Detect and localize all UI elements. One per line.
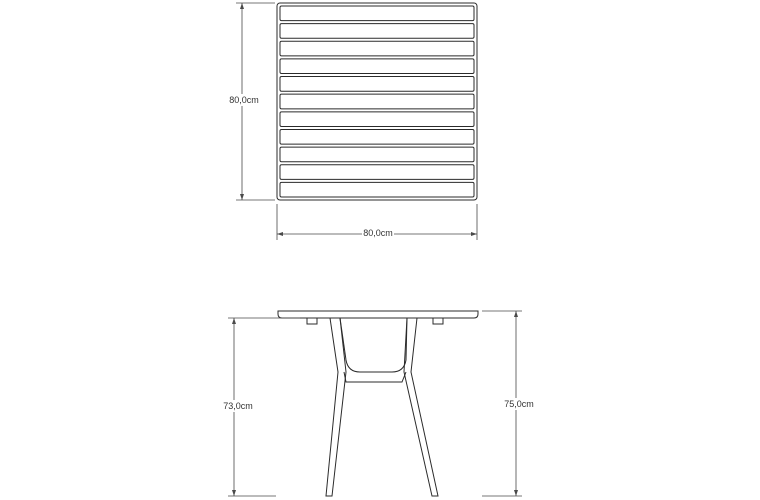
depth-label: 80,0cm (229, 95, 259, 105)
depth-dimension (228, 3, 275, 200)
left-leg (326, 318, 346, 496)
plank (280, 77, 474, 92)
plank (280, 182, 474, 197)
right-leg (404, 318, 438, 496)
plank (280, 59, 474, 74)
top-view (228, 3, 477, 240)
width-dimension (277, 204, 477, 240)
side-view (222, 311, 536, 496)
plank (280, 112, 474, 127)
plank (280, 6, 474, 21)
plank (280, 147, 474, 162)
inner-height-dimension (222, 318, 300, 496)
plank (280, 41, 474, 56)
plank (280, 24, 474, 39)
total-height-dimension (482, 311, 536, 496)
left-bracket (307, 318, 317, 324)
plank (280, 129, 474, 144)
total-height-label: 75,0cm (504, 399, 534, 409)
inner-height-label: 73,0cm (223, 401, 253, 411)
plank (280, 165, 474, 180)
width-label: 80,0cm (363, 228, 393, 238)
plank (280, 94, 474, 109)
apron-frame (340, 318, 407, 372)
right-bracket (433, 318, 443, 324)
cross-brace (344, 372, 406, 382)
side-tabletop (278, 311, 478, 318)
plank-group (280, 6, 474, 197)
